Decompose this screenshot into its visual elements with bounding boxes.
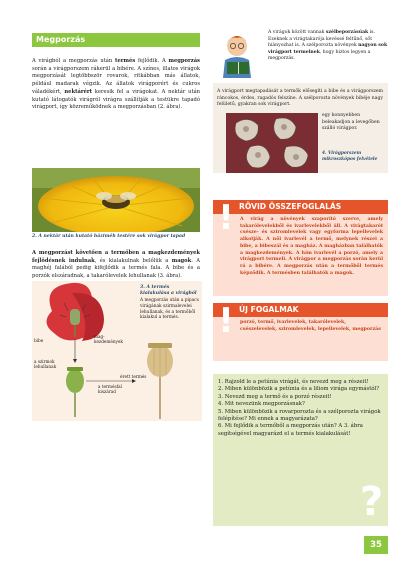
term-nektar: nektárért — [64, 88, 92, 95]
boy-reading-illustration — [213, 30, 265, 80]
label-bibe: bibe — [34, 338, 44, 343]
fruit-text-1: , és kialakulnak belőlük a — [94, 257, 172, 264]
wind-pollination-text — [268, 30, 388, 63]
pollen-info-text: A virágport megtapadását a termők elősegíti a bibe és a virágporszem ráncokos, érdes, ragadós felszíne. A szélporozta növények bibéje nagy felületű, gyakran sok virágport. — [217, 89, 383, 107]
intro-text-3: során a virágporszem rákerül a bibére. A színes, illatos virágok megporzását legtöbbször rovarok, ritkábban más állatok, például madarak végzik. Az állatok virágporért és cukros váladékért, — [32, 65, 200, 95]
intro-paragraph — [32, 58, 200, 112]
summary-text: A virág a növények szaporító szerve, amely takarólevelekből és ivarlevelekből áll. A virágtakarót csésze- és sziromlevelek vagy egyforma lepellevelek alkotják. A női ivarlevél a termő, melynek részei a bibe, a bibeszál és a magház. A magházban találhatók a magkezdemények. A hím ivarlevél a porzó, amely a virágport termeli. A virágpor a megporzás során kerül rá a bibére. A megporzás után a termőből termés képződik. A termésben találhatók a magok. — [240, 217, 383, 276]
question-item: 1. Rajzold le a petúnia virágát, és nevezd meg a részeit! — [218, 379, 369, 385]
term-sok-viragpor: nagyon sok virágport termelnek — [268, 43, 388, 55]
term-termes: termés — [115, 58, 136, 64]
exclamation-icon: ! — [218, 198, 234, 238]
fruit-development-paragraph — [32, 250, 200, 281]
question-mark-icon: ? — [360, 479, 384, 525]
figure-3-caption — [140, 285, 200, 321]
new-terms-title: ÚJ FOGALMAK — [239, 305, 299, 314]
new-terms-text: porzó, termő, ivarlevelek, takarólevelek, csészelevelek, sziromlevelek, lepellevelek, megporzás — [240, 320, 381, 332]
figure-3-caption-title: 3. A termés kialakulása a virágból — [140, 285, 197, 296]
term-szelbeporzasu: szélbeporzásúak — [325, 30, 369, 35]
pollen-microscope-image — [226, 113, 318, 173]
page-number: 35 — [370, 540, 382, 550]
wind-text-1: A virágok között vannak — [268, 30, 326, 35]
questions-list — [218, 379, 383, 438]
figure-3-caption-body: A megporzás után a pipacs virágának szirmalevelei lehullanak, és a termőből kialakul a termés. — [140, 298, 199, 321]
question-item: 3. Nevezd meg a termő és a porzó részeit! — [218, 393, 332, 400]
intro-text-4: keresik fel a virágokat. A nektár után kutató látogatók virágról virágra szállítják a testükre tapadó virágport, így közreműködnek a megporzásban (2. ábra). — [32, 88, 200, 111]
question-item: 6. Mi fejlődik a termőből a megporzás után? A 3. ábra segítségével magyarázd el a termés kialakulását! — [218, 423, 363, 437]
label-szirmok-lehullanak: a szirmok lehullanak — [34, 359, 57, 369]
question-item: 4. Mit nevezünk megporzásnak? — [218, 401, 305, 408]
summary-title: RÖVID ÖSSZEFOGLALÁS — [239, 202, 342, 211]
wind-text-3: , hogy biztos legyen a megporzás. — [268, 49, 371, 61]
pollen-info-side-text: egy konnyebben beleakadjon a levegőben szálló virágpor. — [322, 113, 380, 131]
intro-text-2: fejlődik. A — [135, 58, 169, 64]
section-title: Megporzás — [36, 35, 86, 44]
fruit-text-2: . A maghéj falából pedig kifejlődik a termés fala. A bibe és a porzók elszáradnak, a takarólevelek lehullanak (3. ábra). — [32, 257, 201, 280]
fruit-text-bold: A megporzást követően a termőben a magkezdemények fejlődésnek indulnak — [32, 250, 200, 264]
label-termesfal-kiszarad: a termésfal kiszárad — [98, 384, 122, 394]
term-magok: magok — [171, 257, 192, 264]
question-item: 5. Miben különbözik a rovarporozta és a szélporozta virágok felépítése? Mi ennek a magyarázata? — [218, 408, 381, 423]
wind-text-2: is. Ezeknek a virágtakarója kevéssé feltűnő, sőt hiányozhat is. A szélporozta növények — [268, 30, 375, 48]
intro-text-1: A virágból a megporzás után — [32, 58, 116, 64]
figure-2-caption: 2. A nektár után kutató háziméh testére sok virágpor tapad — [32, 234, 186, 239]
figure-4-caption: 4. Virágporszem mikroszkópos felvétele — [322, 151, 378, 162]
exclamation-icon: ! — [218, 301, 234, 341]
term-megporzas: megporzás — [168, 58, 200, 64]
label-erett-termes: érett termés — [120, 374, 147, 379]
question-item: 2. Miben különbözik a petúnia és a liliom virága egymástól? — [218, 386, 380, 393]
label-magkezdemenyek: mag- kezdemények — [94, 334, 123, 344]
bee-on-dandelion-photo — [32, 168, 200, 232]
